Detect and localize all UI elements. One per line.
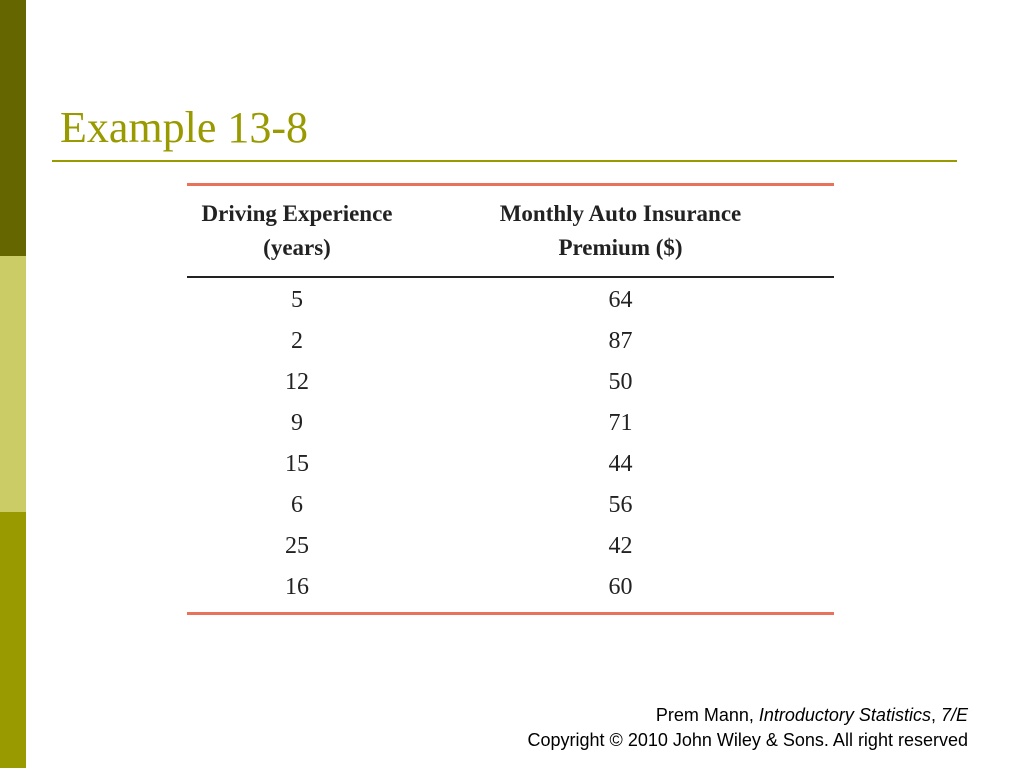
cell-experience-years: 16 [285,574,309,600]
header-line: Premium ($) [558,235,683,260]
footer-edition: 7/E [940,705,968,725]
cell-experience-years: 2 [291,328,303,354]
table-row [187,321,834,362]
table-body [187,277,834,614]
data-table [187,183,834,615]
table-row [187,526,834,567]
footer-separator: , [930,705,941,725]
slide-title: Example 13-8 [60,103,309,152]
table-row [187,362,834,403]
side-bar-segment-middle [0,256,26,512]
table-row [187,567,834,614]
header-driving-experience [187,185,407,278]
cell-monthly-premium: 87 [608,328,633,354]
header-line: (years) [263,235,331,260]
side-color-bar [0,0,26,768]
cell-monthly-premium: 56 [608,492,633,518]
side-bar-segment-top [0,0,26,256]
header-line: Driving Experience [201,201,393,226]
table-row [187,444,834,485]
cell-experience-years: 6 [291,492,303,518]
cell-experience-years: 9 [291,410,303,436]
cell-monthly-premium: 71 [608,410,633,436]
footer-book-line [528,703,968,728]
cell-monthly-premium: 44 [608,451,633,477]
cell-experience-years: 15 [285,451,309,477]
footer-author: Prem Mann, [655,705,759,725]
footer-copyright: Copyright © 2010 John Wiley & Sons. All right reserved [527,730,968,750]
cell-experience-years: 25 [285,533,309,559]
table-row [187,403,834,444]
header-line: Monthly Auto Insurance [499,201,742,226]
header-monthly-premium [407,185,834,278]
cell-monthly-premium: 50 [608,369,633,395]
side-bar-segment-bottom [0,512,26,768]
title-underline [52,160,957,162]
table-row [187,277,834,321]
table-row [187,485,834,526]
cell-monthly-premium: 42 [608,533,633,559]
table-header-row [187,185,834,278]
cell-experience-years: 12 [285,369,309,395]
footer-citation [528,703,968,753]
footer-book-title: Introductory Statistics [758,705,931,725]
cell-experience-years: 5 [291,287,303,313]
cell-monthly-premium: 60 [608,574,633,600]
cell-monthly-premium: 64 [608,287,633,313]
